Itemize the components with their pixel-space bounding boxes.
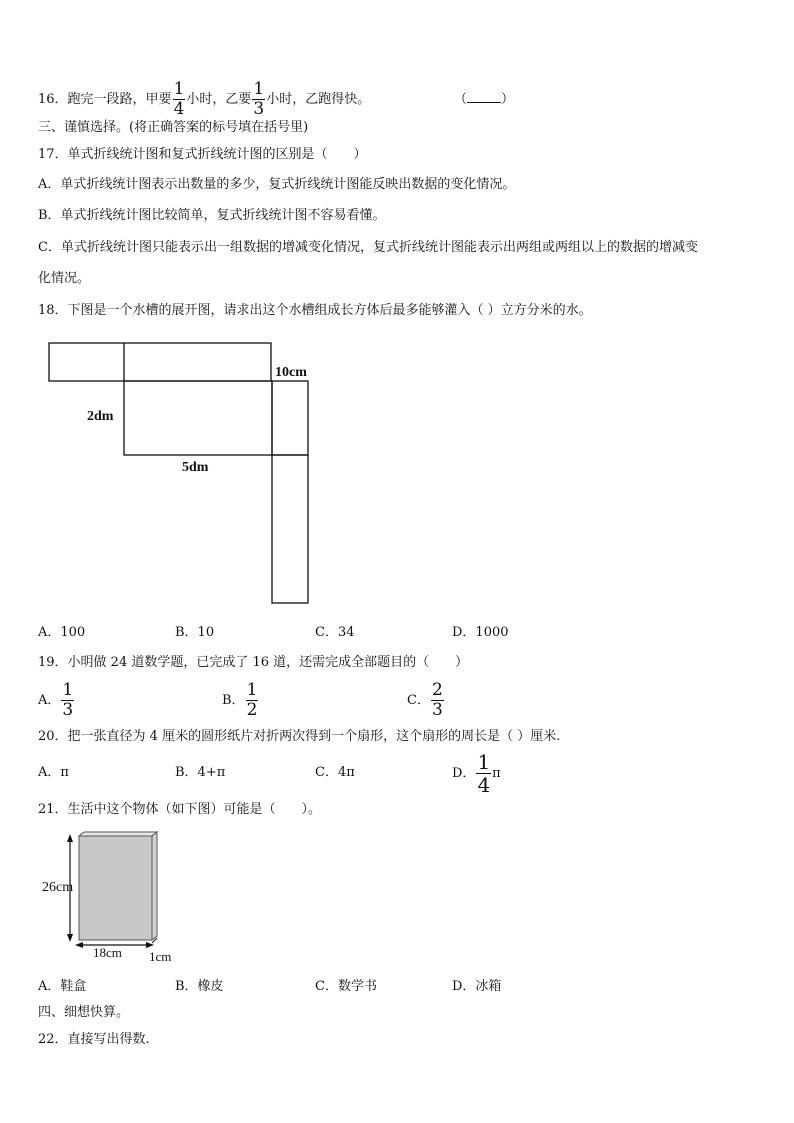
option-c-continued: 化情况。 [38, 271, 91, 286]
arrow-head [75, 942, 83, 948]
option-c[interactable]: C．单式折线统计图只能表示出一组数据的增减变化情况，复式折线统计图能表示出两组或两组以上的数据的增减变 [38, 240, 698, 255]
numerator: 1 [246, 680, 258, 700]
book-front-face [79, 836, 152, 940]
option-b[interactable] [222, 682, 259, 719]
arrow-head [67, 934, 73, 942]
bracket-open: （ [454, 92, 468, 107]
option-a[interactable]: A．单式折线统计图表示出数量的多少，复式折线统计图能反映出数据的变化情况。 [38, 177, 516, 192]
numerator: 1 [477, 750, 491, 774]
label-10cm: 10cm [275, 365, 307, 380]
option-letter: C． [407, 693, 430, 708]
label-18cm: 18cm [93, 945, 122, 960]
section-heading: 三、谨慎选择。(将正确答案的标号填在括号里) [38, 120, 309, 135]
question-17-stem: 17．单式折线统计图和复式折线统计图的区别是（ ） [38, 147, 367, 162]
option-c[interactable]: C．数学书 [315, 979, 377, 994]
label-26cm: 26cm [42, 880, 74, 895]
numerator: 1 [173, 79, 185, 99]
question-number: 16． [38, 92, 68, 107]
fraction [431, 682, 444, 719]
question-22-stem: 22．直接写出得数. [38, 1032, 150, 1047]
net-top-strip [49, 343, 271, 381]
net-side-lower [272, 455, 308, 603]
question-text: 小时，乙跑得快。 [266, 92, 371, 107]
option-letter: D． [452, 766, 476, 781]
question-21-stem: 21．生活中这个物体（如下图）可能是（ ）。 [38, 802, 322, 817]
denominator: 3 [431, 700, 443, 720]
book-spine-face [152, 832, 157, 940]
label-5dm: 5dm [182, 460, 209, 475]
fraction [476, 752, 491, 795]
option-a[interactable]: A．鞋盒 [38, 979, 87, 994]
denominator: 4 [173, 99, 185, 119]
bracket-close: ） [501, 92, 515, 107]
option-d[interactable]: D．冰箱 [452, 979, 502, 994]
label-2dm: 2dm [87, 409, 114, 424]
question-18-stem: 18．下图是一个水槽的展开图，请求出这个水槽组成长方体后最多能够灌入（ ）立方分米的水。 [38, 303, 592, 318]
arrow-head [67, 834, 73, 842]
option-d[interactable]: D．1000 [452, 625, 509, 640]
option-c[interactable] [407, 682, 445, 719]
denominator: 4 [477, 773, 491, 797]
option-c[interactable]: C．34 [315, 625, 355, 640]
question-19-stem: 19．小明做 24 道数学题，已完成了 16 道，还需完成全部题目的（ ） [38, 655, 469, 670]
option-b[interactable]: B．单式折线统计图比较简单，复式折线统计图不容易看懂。 [38, 208, 386, 223]
numerator: 1 [253, 79, 265, 99]
option-a[interactable]: A．π [38, 765, 69, 780]
net-side-upper [272, 381, 308, 455]
net-base [124, 381, 272, 455]
option-b[interactable]: B．4+π [175, 765, 226, 780]
book-top-face [79, 832, 157, 836]
label-1cm: 1cm [149, 949, 172, 964]
option-c[interactable]: C．4π [315, 765, 355, 780]
numerator: 2 [431, 680, 443, 700]
book-figure [67, 832, 157, 948]
option-b[interactable]: B．橡皮 [175, 979, 224, 994]
option-letter: A． [38, 693, 61, 708]
option-a[interactable] [38, 682, 75, 719]
section-heading: 四、细想快算。 [38, 1005, 130, 1020]
option-letter: B． [222, 693, 245, 708]
option-b[interactable]: B．10 [175, 625, 215, 640]
numerator: 1 [62, 680, 74, 700]
pi-symbol: π [492, 766, 501, 781]
option-d[interactable] [452, 752, 501, 795]
question-20-stem: 20．把一张直径为 4 厘米的圆形纸片对折两次得到一个扇形，这个扇形的周长是（ ）厘米. [38, 729, 561, 744]
question-text: 跑完一段路，甲要 [67, 92, 172, 107]
denominator: 3 [253, 99, 265, 119]
denominator: 2 [246, 700, 258, 720]
fraction [61, 682, 74, 719]
fraction [246, 682, 259, 719]
question-text: 小时，乙要 [186, 92, 252, 107]
option-a[interactable]: A．100 [38, 625, 86, 640]
denominator: 3 [62, 700, 74, 720]
